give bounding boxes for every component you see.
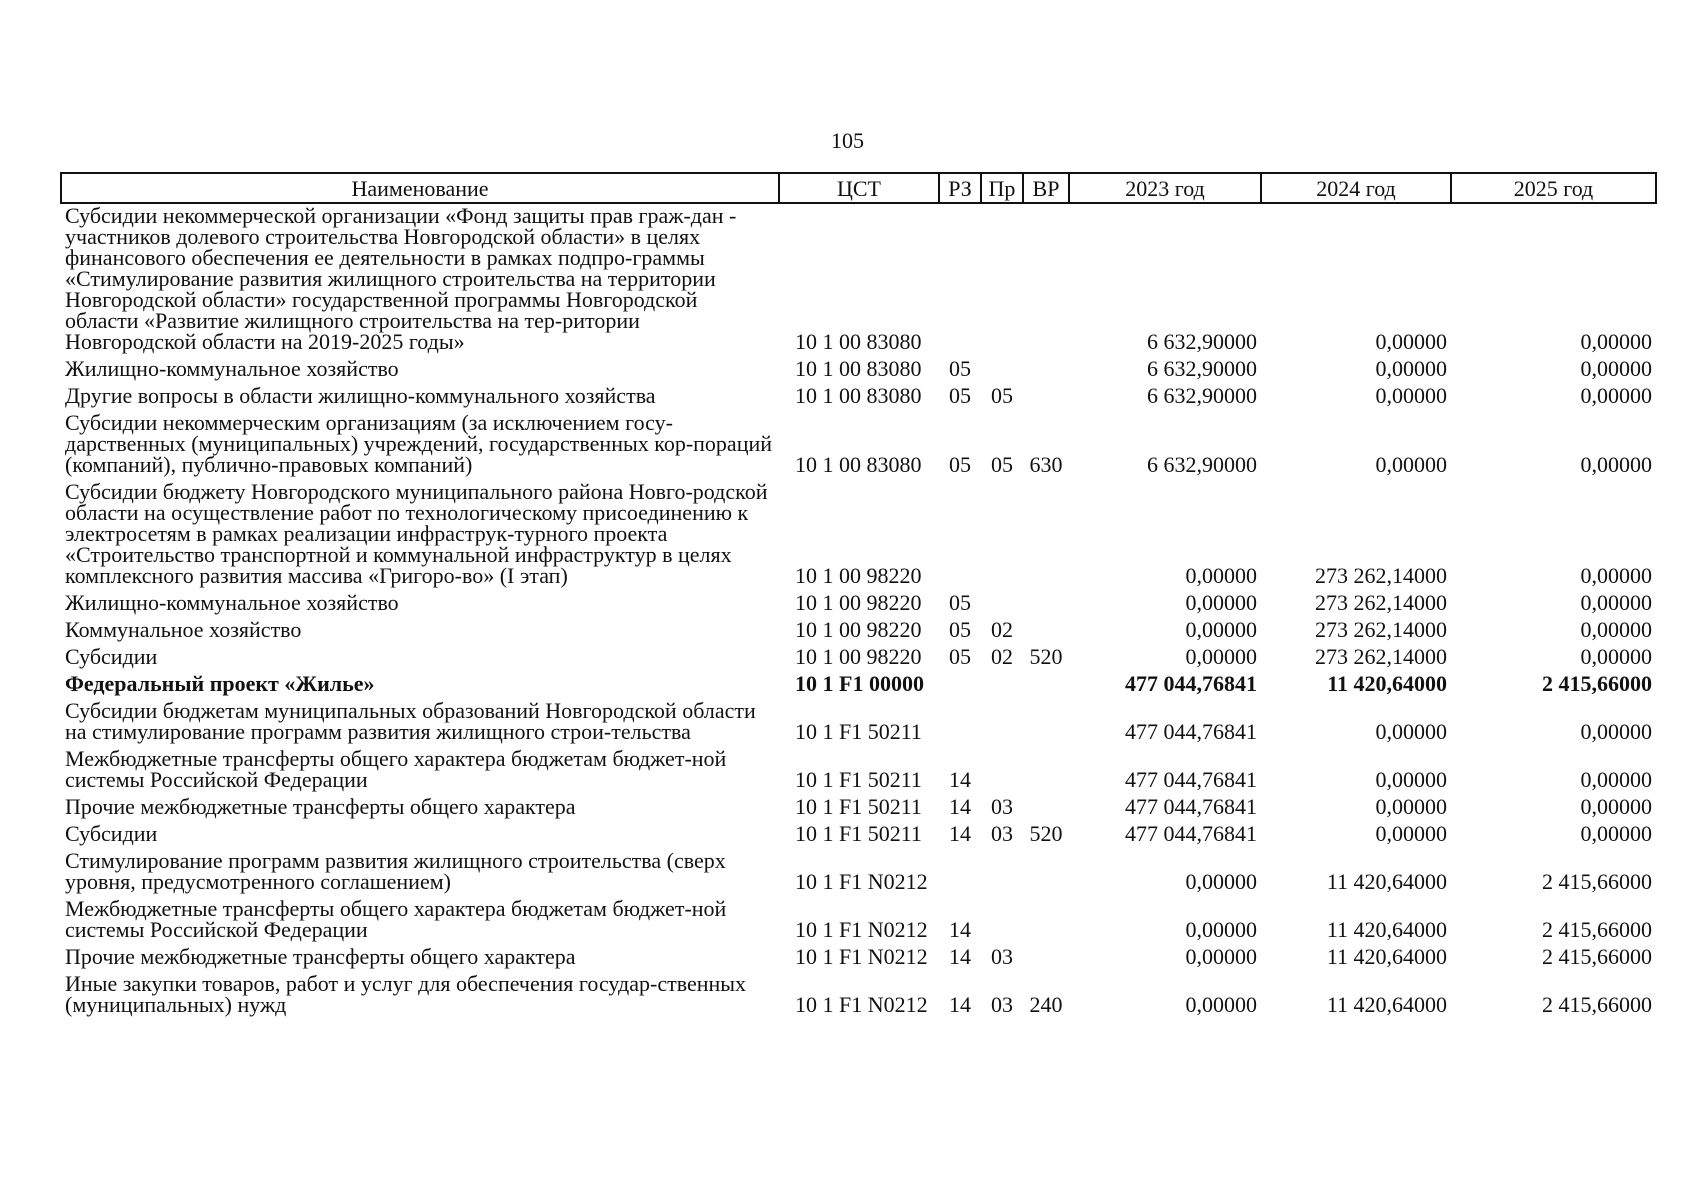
row-cst: 10 1 F1 N0212 xyxy=(795,917,928,942)
table-row xyxy=(61,645,1656,672)
row-2024: 0,00000 xyxy=(1375,356,1447,381)
row-pr: 03 xyxy=(991,794,1013,819)
row-2023: 0,00000 xyxy=(1185,992,1257,1017)
row-rz: 05 xyxy=(949,644,971,669)
row-rz: 14 xyxy=(949,767,971,792)
row-2024: 0,00000 xyxy=(1375,452,1447,477)
row-name: Стимулирование программ развития жилищного строительства (сверх уровня, предусмотренного соглашением) xyxy=(65,848,726,894)
row-rz: 14 xyxy=(949,992,971,1017)
row-pr: 02 xyxy=(991,644,1013,669)
row-pr: 05 xyxy=(991,452,1013,477)
row-2023: 0,00000 xyxy=(1185,869,1257,894)
row-name: Субсидии некоммерческим организациям (за исключением госу-дарственных (муниципальных) учреждений, государственных кор-пораций (компаний), публично-правовых компаний) xyxy=(65,410,773,477)
row-cst: 10 1 F1 50211 xyxy=(795,767,922,792)
row-pr xyxy=(981,591,1023,618)
table-row xyxy=(61,357,1656,384)
row-rz xyxy=(939,480,981,591)
header-2023: 2023 год xyxy=(1069,173,1261,203)
row-2025: 0,00000 xyxy=(1580,383,1652,408)
row-2025: 2 415,66000 xyxy=(1542,671,1652,696)
table-row xyxy=(61,822,1656,849)
row-2023: 0,00000 xyxy=(1185,944,1257,969)
table-row xyxy=(61,699,1656,747)
row-pr xyxy=(981,480,1023,591)
header-cst: ЦСТ xyxy=(779,173,939,203)
header-vr: ВР xyxy=(1023,173,1069,203)
row-vr xyxy=(1023,591,1069,618)
row-cst: 10 1 00 83080 xyxy=(795,383,922,408)
row-2023: 0,00000 xyxy=(1185,917,1257,942)
row-vr xyxy=(1023,203,1069,357)
row-vr xyxy=(1023,480,1069,591)
row-cst: 10 1 00 83080 xyxy=(795,329,922,354)
table-row xyxy=(61,672,1656,699)
page-number: 105 xyxy=(831,128,864,153)
row-pr: 05 xyxy=(991,383,1013,408)
row-2025: 0,00000 xyxy=(1580,719,1652,744)
row-2023: 6 632,90000 xyxy=(1147,383,1257,408)
row-2024: 11 420,64000 xyxy=(1326,944,1447,969)
row-pr xyxy=(981,897,1023,945)
row-vr: 630 xyxy=(1029,452,1063,477)
header-2025: 2025 год xyxy=(1451,173,1656,203)
row-cst: 10 1 00 98220 xyxy=(795,644,922,669)
row-vr xyxy=(1023,945,1069,972)
row-2024: 11 420,64000 xyxy=(1326,869,1447,894)
row-2025: 0,00000 xyxy=(1580,821,1652,846)
table-row xyxy=(61,480,1656,591)
row-name: Субсидии xyxy=(65,644,158,669)
row-pr xyxy=(981,357,1023,384)
row-cst: 10 1 F1 50211 xyxy=(795,821,922,846)
row-2024: 11 420,64000 xyxy=(1327,671,1447,696)
row-2025: 0,00000 xyxy=(1580,617,1652,642)
row-pr xyxy=(981,747,1023,795)
row-2024: 11 420,64000 xyxy=(1326,992,1447,1017)
row-name: Межбюджетные трансферты общего характера бюджетам бюджет-ной системы Российской Федерации xyxy=(65,746,727,792)
row-vr xyxy=(1023,618,1069,645)
row-cst: 10 1 00 98220 xyxy=(795,590,922,615)
row-2023: 477 044,76841 xyxy=(1125,671,1257,696)
row-vr xyxy=(1023,795,1069,822)
row-rz: 14 xyxy=(949,917,971,942)
row-2023: 6 632,90000 xyxy=(1147,452,1257,477)
row-2024: 0,00000 xyxy=(1375,767,1447,792)
budget-table xyxy=(60,172,1657,1020)
row-2024: 0,00000 xyxy=(1375,719,1447,744)
row-pr: 03 xyxy=(991,992,1013,1017)
row-vr: 520 xyxy=(1029,821,1063,846)
table-row xyxy=(61,384,1656,411)
row-name: Иные закупки товаров, работ и услуг для обеспечения государ-ственных (муниципальных) нужд xyxy=(65,971,747,1017)
table-row xyxy=(61,203,1656,357)
row-2025: 0,00000 xyxy=(1580,563,1652,588)
row-2025: 0,00000 xyxy=(1580,794,1652,819)
row-2024: 0,00000 xyxy=(1375,383,1447,408)
header-name: Наименование xyxy=(61,173,779,203)
row-name: Прочие межбюджетные трансферты общего характера xyxy=(65,794,576,819)
row-2025: 0,00000 xyxy=(1580,767,1652,792)
row-name: Жилищно-коммунальное хозяйство xyxy=(65,590,399,615)
row-2024: 0,00000 xyxy=(1375,821,1447,846)
row-name: Федеральный проект «Жилье» xyxy=(65,671,375,696)
row-rz: 05 xyxy=(949,383,971,408)
row-2025: 2 415,66000 xyxy=(1542,917,1652,942)
row-cst: 10 1 F1 50211 xyxy=(795,794,922,819)
row-vr xyxy=(1023,699,1069,747)
table-body xyxy=(61,203,1656,1020)
row-cst: 10 1 F1 50211 xyxy=(795,719,922,744)
table-row xyxy=(61,747,1656,795)
table-row xyxy=(61,411,1656,480)
row-2025: 0,00000 xyxy=(1580,644,1652,669)
row-name: Субсидии бюджетам муниципальных образований Новгородской области на стимулирование программ развития жилищного строи-тельства xyxy=(65,698,756,744)
row-vr xyxy=(1023,672,1069,699)
row-name: Субсидии некоммерческой организации «Фонд защиты прав граж-дан - участников долевого строительства Новгородской области» в целях финансового обеспечения ее деятельности в рамках подпро-граммы «Стимулирование развития жилищного строительства на территории Новгородской области» государственной программы Новгородской области «Развитие жилищного строительства на тер-ритории Новгородской области на 2019-2025 годы» xyxy=(65,203,737,354)
row-rz: 14 xyxy=(949,794,971,819)
row-2025: 0,00000 xyxy=(1580,452,1652,477)
row-2023: 477 044,76841 xyxy=(1125,719,1257,744)
row-pr: 02 xyxy=(991,617,1013,642)
row-cst: 10 1 F1 N0212 xyxy=(795,992,928,1017)
row-cst: 10 1 00 83080 xyxy=(795,356,922,381)
row-name: Жилищно-коммунальное хозяйство xyxy=(65,356,399,381)
row-2025: 0,00000 xyxy=(1580,329,1652,354)
row-vr xyxy=(1023,897,1069,945)
row-pr xyxy=(981,203,1023,357)
row-2023: 6 632,90000 xyxy=(1147,356,1257,381)
row-rz xyxy=(939,699,981,747)
row-cst: 10 1 F1 N0212 xyxy=(795,944,928,969)
table-row xyxy=(61,795,1656,822)
row-cst: 10 1 F1 00000 xyxy=(795,671,924,696)
row-vr xyxy=(1023,384,1069,411)
row-pr xyxy=(981,699,1023,747)
header-rz: РЗ xyxy=(939,173,981,203)
row-2023: 477 044,76841 xyxy=(1125,794,1257,819)
row-pr xyxy=(981,849,1023,897)
row-rz: 05 xyxy=(949,356,971,381)
row-name: Коммунальное хозяйство xyxy=(65,617,302,642)
row-2023: 0,00000 xyxy=(1185,644,1257,669)
row-2023: 477 044,76841 xyxy=(1125,767,1257,792)
row-2025: 2 415,66000 xyxy=(1542,869,1652,894)
row-2024: 11 420,64000 xyxy=(1326,917,1447,942)
row-2024: 273 262,14000 xyxy=(1315,563,1447,588)
row-2025: 0,00000 xyxy=(1580,590,1652,615)
table-row xyxy=(61,618,1656,645)
row-2025: 2 415,66000 xyxy=(1542,944,1652,969)
row-2023: 6 632,90000 xyxy=(1147,329,1257,354)
row-rz xyxy=(939,203,981,357)
row-rz: 14 xyxy=(949,944,971,969)
row-rz: 05 xyxy=(949,452,971,477)
table-row xyxy=(61,849,1656,897)
row-rz xyxy=(939,672,981,699)
row-vr xyxy=(1023,357,1069,384)
row-2023: 0,00000 xyxy=(1185,617,1257,642)
table-row xyxy=(61,591,1656,618)
row-cst: 10 1 00 83080 xyxy=(795,452,922,477)
row-2024: 273 262,14000 xyxy=(1315,644,1447,669)
table-row xyxy=(61,972,1656,1020)
row-vr: 240 xyxy=(1029,992,1063,1017)
row-2023: 0,00000 xyxy=(1185,590,1257,615)
row-cst: 10 1 00 98220 xyxy=(795,617,922,642)
row-cst: 10 1 00 98220 xyxy=(795,563,922,588)
row-pr: 03 xyxy=(991,821,1013,846)
table-row xyxy=(61,897,1656,945)
row-2024: 273 262,14000 xyxy=(1315,590,1447,615)
header-2024: 2024 год xyxy=(1261,173,1451,203)
row-2023: 477 044,76841 xyxy=(1125,821,1257,846)
row-name: Прочие межбюджетные трансферты общего характера xyxy=(65,944,576,969)
row-name: Межбюджетные трансферты общего характера бюджетам бюджет-ной системы Российской Федерации xyxy=(65,896,727,942)
table-row xyxy=(61,945,1656,972)
row-name: Другие вопросы в области жилищно-коммунального хозяйства xyxy=(65,383,656,408)
row-vr xyxy=(1023,747,1069,795)
row-rz xyxy=(939,849,981,897)
row-2025: 0,00000 xyxy=(1580,356,1652,381)
row-2023: 0,00000 xyxy=(1185,563,1257,588)
header-pr: Пр xyxy=(981,173,1023,203)
table-header-row xyxy=(61,173,1656,203)
row-2025: 2 415,66000 xyxy=(1542,992,1652,1017)
row-cst: 10 1 F1 N0212 xyxy=(795,869,928,894)
row-name: Субсидии xyxy=(65,821,158,846)
row-rz: 05 xyxy=(949,617,971,642)
row-2024: 273 262,14000 xyxy=(1315,617,1447,642)
row-2024: 0,00000 xyxy=(1375,794,1447,819)
row-pr: 03 xyxy=(991,944,1013,969)
row-name: Субсидии бюджету Новгородского муниципального района Новго-родской области на осуществление работ по технологическому присоединению к электросетям в рамках реализации инфраструк-турного проекта «Строительство транспортной и коммунальной инфраструктур в целях комплексного развития массива «Григоро-во» (I этап) xyxy=(65,479,768,588)
row-rz: 14 xyxy=(949,821,971,846)
row-2024: 0,00000 xyxy=(1375,329,1447,354)
row-rz: 05 xyxy=(949,590,971,615)
row-vr: 520 xyxy=(1029,644,1063,669)
row-pr xyxy=(981,672,1023,699)
row-vr xyxy=(1023,849,1069,897)
